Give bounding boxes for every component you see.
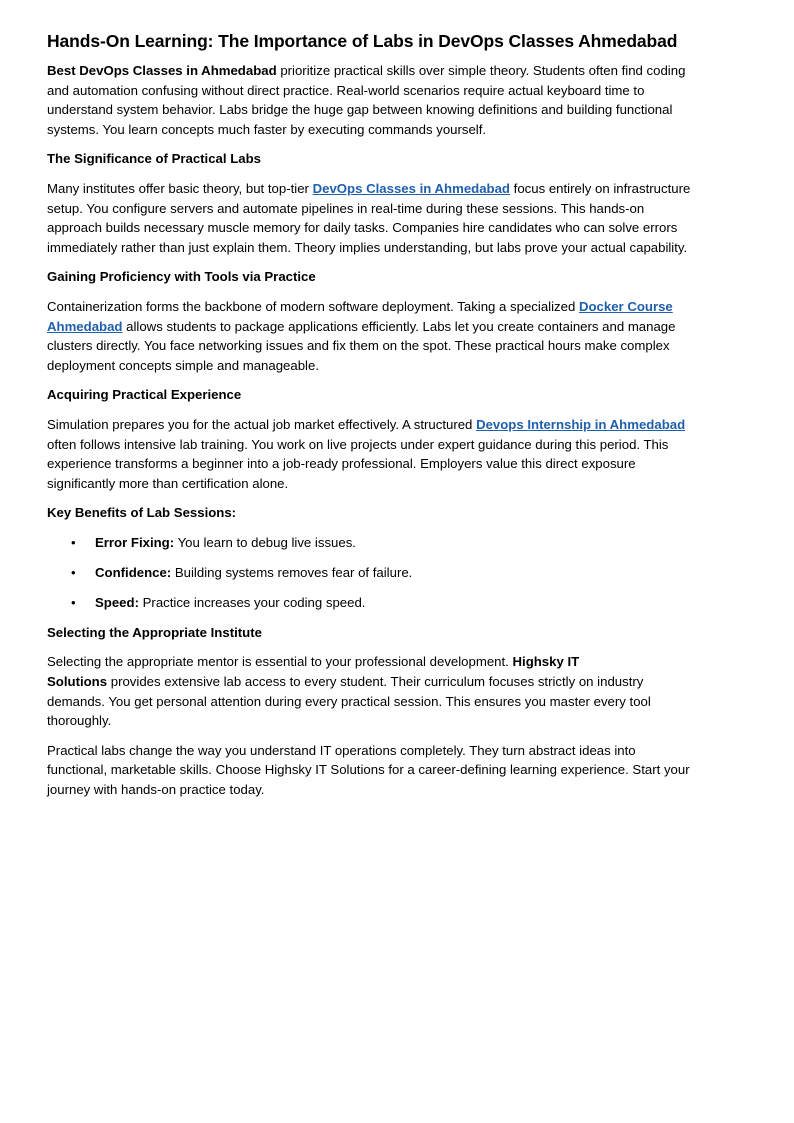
list-item-text: You learn to debug live issues. xyxy=(174,534,356,550)
section-heading-experience: Acquiring Practical Experience xyxy=(47,387,242,403)
page-title: Hands-On Learning: The Importance of Labs in DevOps Classes Ahmedabad xyxy=(47,31,678,51)
section-heading-significance: The Significance of Practical Labs xyxy=(47,151,261,167)
paragraph-text: allows students to package applications efficiently. Labs let you create containers and manage clusters directly. You face networking issues and fix them on the spot. These practical hours make complex deployment concepts simple and manageable. xyxy=(47,318,676,373)
paragraph-text: often follows intensive lab training. You work on live projects under expert guidance during this period. This experience transforms a beginner into a job-ready professional. Employers value this direct exposure significantly more than certification alone. xyxy=(47,436,669,491)
section-paragraph-experience xyxy=(47,415,698,493)
list-item-text: Building systems removes fear of failure. xyxy=(171,564,413,580)
section-heading-institute: Selecting the Appropriate Institute xyxy=(47,624,262,640)
benefits-list xyxy=(47,533,698,613)
paragraph-text: Many institutes offer basic theory, but top-tier xyxy=(47,180,313,196)
section-paragraph-institute xyxy=(47,652,698,730)
list-item xyxy=(47,593,698,613)
institute-name-bold: Highsky IT xyxy=(512,654,580,670)
intro-bold-lead: Best DevOps Classes in Ahmedabad xyxy=(47,63,277,78)
list-item-label: Confidence: xyxy=(95,564,172,580)
paragraph-text: Selecting the appropriate mentor is essential to your professional development. xyxy=(47,654,513,670)
bullet-icon: • xyxy=(71,534,76,550)
list-item-label: Error Fixing: xyxy=(95,534,175,550)
section-paragraph-significance xyxy=(47,179,698,257)
section-heading-benefits: Key Benefits of Lab Sessions: xyxy=(47,505,237,521)
paragraph-text: Simulation prepares you for the actual job market effectively. A structured xyxy=(47,416,477,432)
closing-paragraph: Practical labs change the way you understand IT operations completely. They turn abstract ideas into functional, marketable skills. Choose Highsky IT Solutions for a career-defining learning experience. Start your journey with hands-on practice today. xyxy=(47,742,690,797)
bullet-icon: • xyxy=(71,564,76,580)
institute-name-bold: Solutions xyxy=(47,674,108,690)
paragraph-text: Containerization forms the backbone of modern software deployment. Taking a specialized xyxy=(47,298,579,314)
list-item xyxy=(47,533,698,553)
list-item-label: Speed: xyxy=(95,594,139,610)
paragraph-text: focus entirely on infrastructure setup. You configure servers and automate pipelines in real-time during these sessions. This hands-on approach builds necessary muscle memory for daily tasks. Companies hire candidates who can solve errors immediately rather than just explain them. Theory implies understanding, but labs prove your actual capability. xyxy=(47,180,691,255)
link-devops-internship[interactable]: Devops Internship in Ahmedabad xyxy=(476,416,686,432)
section-paragraph-proficiency xyxy=(47,297,698,375)
list-item xyxy=(47,563,698,583)
section-heading-proficiency: Gaining Proficiency with Tools via Practice xyxy=(47,269,316,285)
list-item-text: Practice increases your coding speed. xyxy=(138,594,366,610)
link-docker-course[interactable]: Docker Course Ahmedabad xyxy=(47,298,673,334)
link-devops-classes[interactable]: DevOps Classes in Ahmedabad xyxy=(312,180,510,196)
intro-text: prioritize practical skills over simple theory. Students often find coding and automation confusing without direct practice. Real-world scenarios require actual keyboard time to understand system behavior. Labs bridge the huge gap between knowing definitions and building functional systems. You learn concepts much faster by executing commands yourself. xyxy=(47,63,686,137)
paragraph-text: provides extensive lab access to every student. Their curriculum focuses strictly on industry demands. You get personal attention during every practical session. This ensures you master every tool thoroughly. xyxy=(47,674,651,729)
bullet-icon: • xyxy=(71,594,76,610)
intro-paragraph xyxy=(47,61,698,139)
